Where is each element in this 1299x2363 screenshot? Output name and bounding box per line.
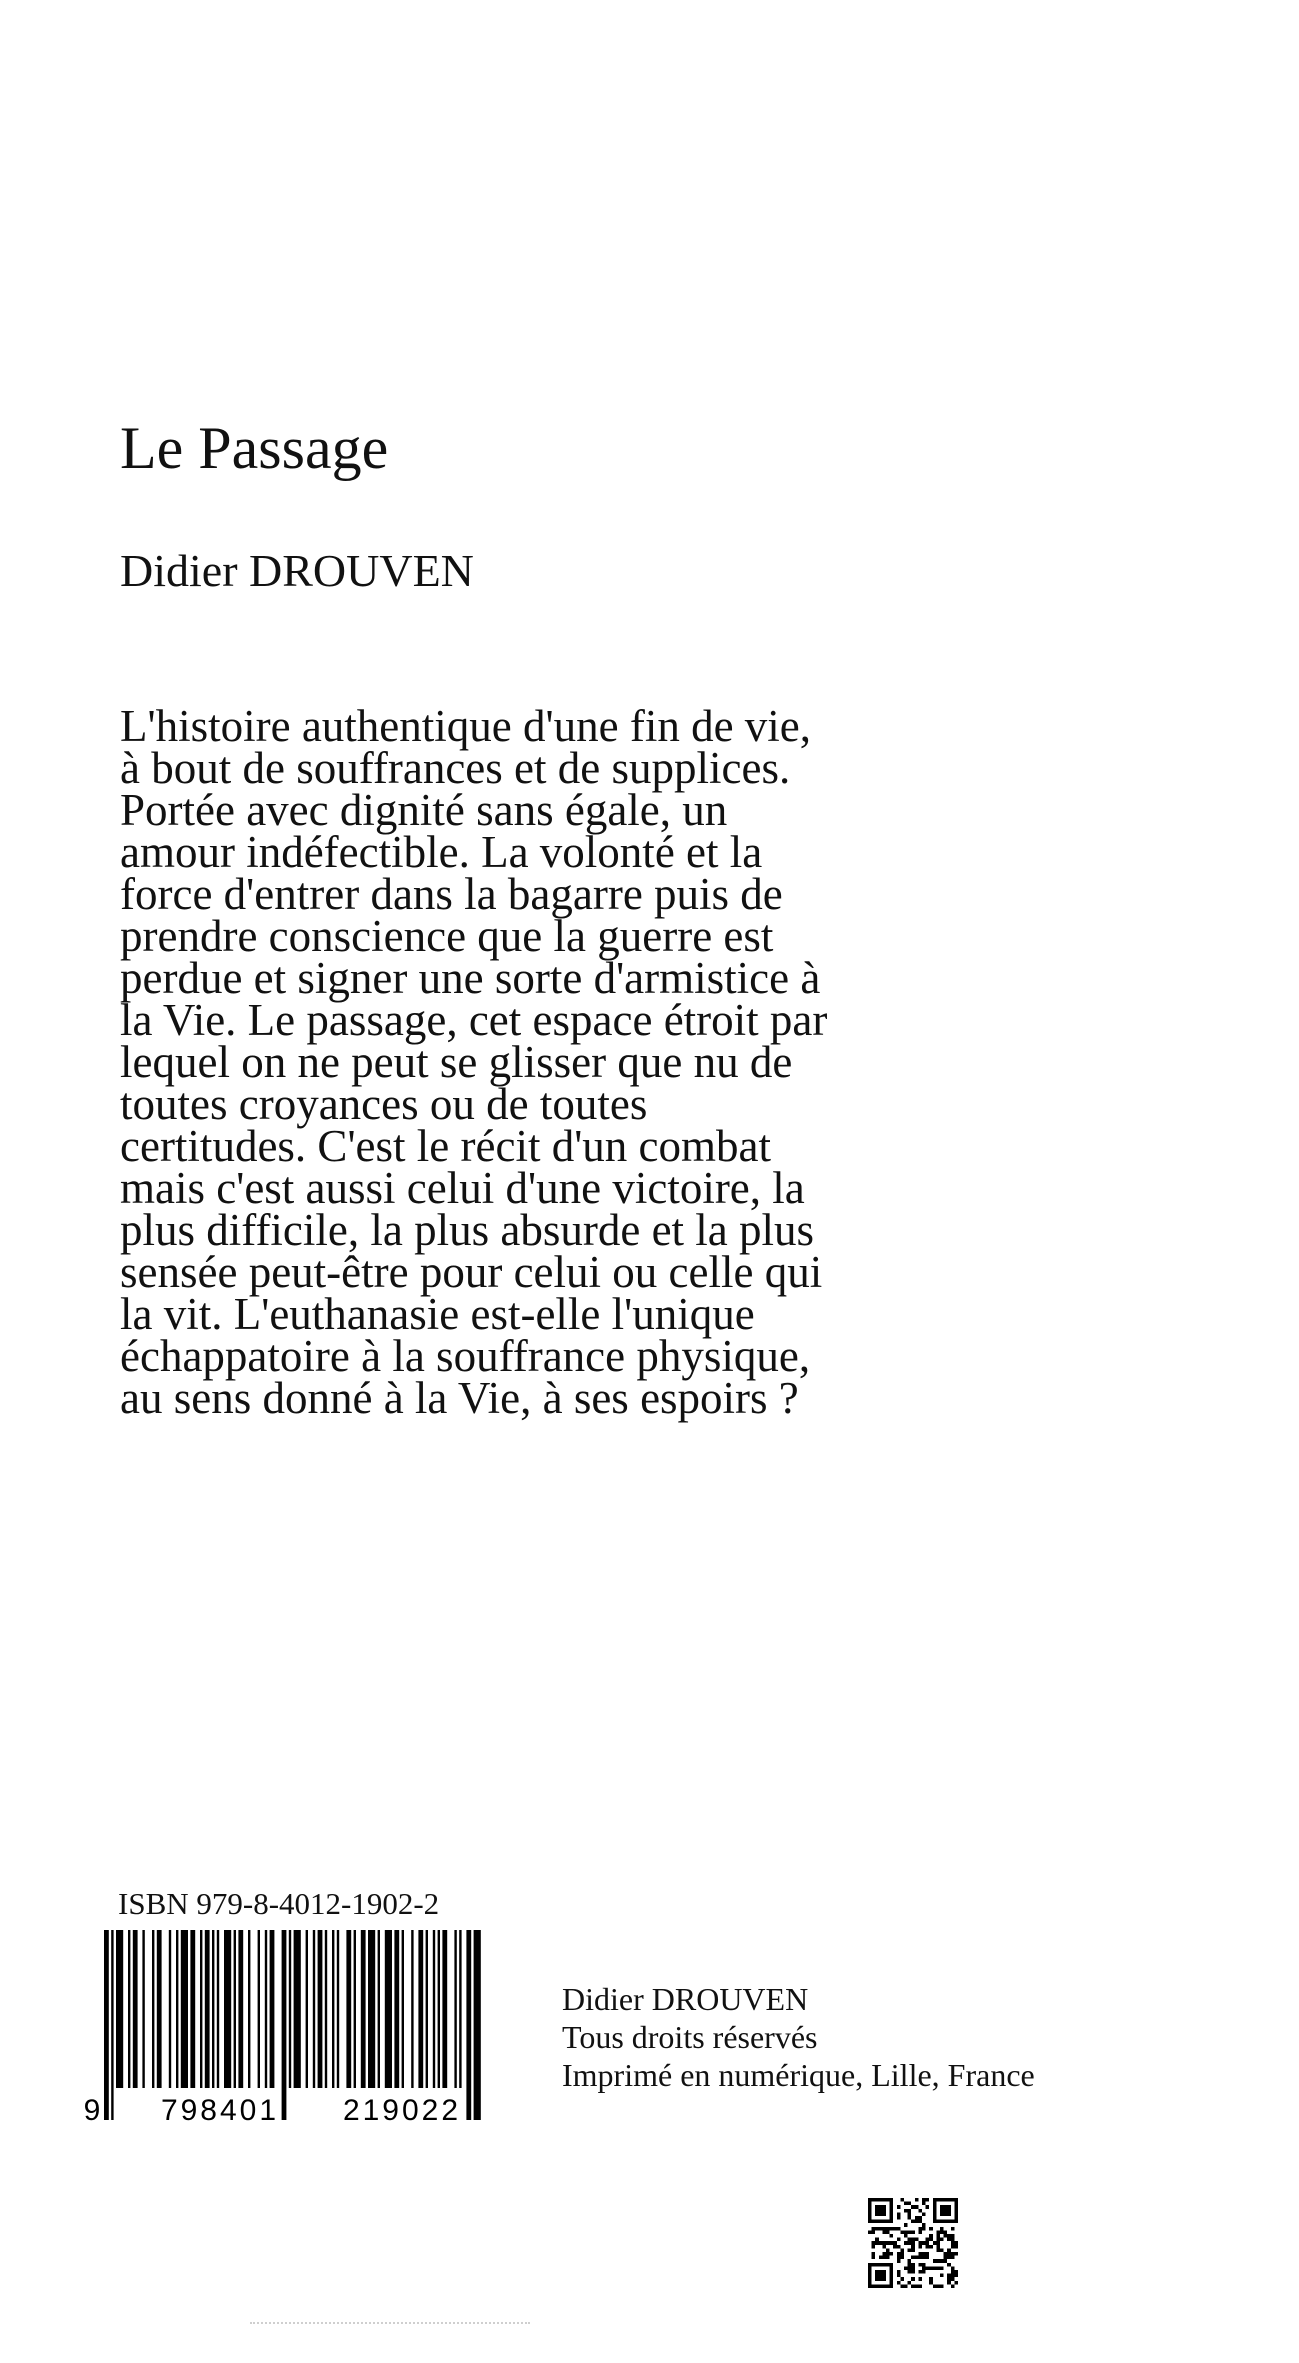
barcode-bar xyxy=(426,1930,428,2088)
qr-module xyxy=(940,2259,944,2263)
barcode-bar xyxy=(116,1930,123,2088)
qr-module xyxy=(886,2256,890,2260)
qr-module xyxy=(904,2266,908,2270)
barcode-bar xyxy=(402,1930,404,2088)
qr-module xyxy=(868,2198,893,2202)
qr-module xyxy=(908,2259,912,2263)
barcode-bars xyxy=(104,1930,481,2120)
isbn-label: ISBN 979-8-4012-1902-2 xyxy=(118,1886,440,1921)
qr-module xyxy=(947,2238,951,2242)
qr-module xyxy=(918,2209,922,2213)
blurb-line: perdue et signer une sorte d'armistice à xyxy=(120,953,821,1003)
qr-module xyxy=(915,2220,919,2224)
qr-module xyxy=(926,2241,930,2245)
qr-module xyxy=(900,2252,904,2256)
barcode-bar xyxy=(238,1930,243,2088)
book-author: Didier DROUVEN xyxy=(120,545,474,596)
qr-module xyxy=(900,2256,904,2260)
qr-module xyxy=(940,2227,944,2231)
barcode-bar xyxy=(190,1930,195,2088)
qr-module xyxy=(908,2248,912,2252)
barcode-bar xyxy=(152,1930,154,2088)
qr-module xyxy=(915,2205,919,2209)
qr-module xyxy=(933,2284,937,2288)
barcode-bar xyxy=(282,1930,287,2120)
blurb-line: force d'entrer dans la bagarre puis de xyxy=(120,869,783,919)
barcode-bar xyxy=(248,1930,250,2088)
qr-module xyxy=(893,2227,897,2231)
qr-module xyxy=(918,2220,922,2224)
qr-module xyxy=(947,2256,951,2260)
qr-module xyxy=(900,2198,904,2202)
qr-module xyxy=(882,2245,886,2249)
qr-module xyxy=(944,2252,948,2256)
qr-module xyxy=(915,2238,919,2242)
qr-module xyxy=(908,2212,912,2216)
qr-module xyxy=(933,2266,937,2270)
qr-module xyxy=(897,2205,901,2209)
qr-module xyxy=(954,2198,958,2223)
qr-module xyxy=(951,2238,955,2242)
blurb-line: amour indéfectible. La volonté et la xyxy=(120,827,763,877)
qr-module xyxy=(922,2263,926,2267)
blurb-line: Portée avec dignité sans égale, un xyxy=(120,785,728,835)
qr-module xyxy=(893,2241,897,2245)
qr-module xyxy=(951,2274,955,2278)
qr-module xyxy=(947,2281,951,2285)
barcode-bar xyxy=(368,1930,375,2088)
qr-module xyxy=(911,2266,915,2270)
barcode-bar xyxy=(454,1930,456,2088)
qr-module xyxy=(936,2284,940,2288)
blurb-line: sensée peut-être pour celui ou celle qui xyxy=(120,1247,823,1297)
qr-module xyxy=(872,2245,876,2249)
qr-module xyxy=(890,2252,894,2256)
qr-module xyxy=(897,2227,901,2231)
barcode-bar xyxy=(442,1930,447,2088)
qr-module xyxy=(890,2198,894,2223)
barcode-bar xyxy=(205,1930,210,2088)
qr-module xyxy=(940,2248,944,2252)
qr-module xyxy=(908,2270,912,2274)
qr-module xyxy=(922,2202,926,2206)
qr-module xyxy=(922,2266,926,2270)
rights-notice: Tous droits réservés xyxy=(562,2019,818,2055)
qr-module xyxy=(908,2216,912,2220)
qr-module xyxy=(908,2209,912,2213)
qr-module xyxy=(908,2241,912,2245)
qr-module xyxy=(940,2284,944,2288)
qr-module xyxy=(918,2263,922,2267)
qr-module xyxy=(951,2227,955,2231)
blurb-line: à bout de souffrances et de supplices. xyxy=(120,743,791,793)
qr-module xyxy=(918,2277,922,2281)
qr-module xyxy=(951,2252,955,2256)
qr-module xyxy=(911,2238,915,2242)
qr-module xyxy=(918,2256,922,2260)
qr-module xyxy=(904,2241,908,2245)
publisher-info xyxy=(562,1980,1035,2094)
qr-module xyxy=(944,2230,948,2234)
qr-module xyxy=(897,2270,901,2274)
qr-module xyxy=(911,2241,915,2245)
qr-module xyxy=(947,2234,951,2238)
blurb-line: échappatoire à la souffrance physique, xyxy=(120,1331,811,1381)
barcode-bar xyxy=(306,1930,308,2088)
qr-module xyxy=(890,2234,894,2238)
qr-module xyxy=(908,2238,912,2242)
qr-module xyxy=(908,2202,912,2206)
qr-module xyxy=(915,2216,919,2220)
qr-module xyxy=(926,2256,930,2260)
qr-module xyxy=(875,2270,886,2281)
blurb-line: toutes croyances ou de toutes xyxy=(120,1079,648,1129)
barcode-bar xyxy=(418,1930,423,2088)
qr-module xyxy=(904,2202,908,2206)
barcode-digit-first: 9 xyxy=(83,2094,101,2127)
qr-module xyxy=(904,2230,908,2234)
qr-module xyxy=(951,2245,955,2249)
qr-module xyxy=(940,2238,944,2242)
barcode-digits-right: 219022 xyxy=(342,2094,462,2127)
qr-module xyxy=(911,2205,915,2209)
qr-module xyxy=(868,2263,893,2267)
publisher-name: Didier DROUVEN xyxy=(562,1981,809,2017)
barcode-bar xyxy=(104,1930,109,2120)
qr-module xyxy=(882,2230,886,2234)
divider xyxy=(250,2322,530,2326)
qr-module xyxy=(947,2248,951,2252)
printing-notice: Imprimé en numérique, Lille, France xyxy=(562,2057,1035,2093)
barcode-bar xyxy=(212,1930,214,2088)
qr-module xyxy=(933,2259,937,2263)
qr-module xyxy=(911,2245,915,2249)
qr-code-icon xyxy=(868,2198,958,2288)
blurb-line: la Vie. Le passage, cet espace étroit par xyxy=(120,995,828,1045)
qr-module xyxy=(936,2234,940,2238)
qr-module xyxy=(929,2281,933,2285)
qr-module xyxy=(882,2256,886,2260)
qr-module xyxy=(879,2256,883,2260)
qr-module xyxy=(897,2212,901,2216)
qr-module xyxy=(875,2205,886,2216)
barcode-bar xyxy=(157,1930,162,2088)
barcode-bar xyxy=(313,1930,315,2088)
qr-module xyxy=(944,2234,948,2238)
barcode-bar xyxy=(466,1930,471,2120)
qr-module xyxy=(918,2241,922,2245)
qr-module xyxy=(868,2230,872,2234)
qr-module xyxy=(951,2277,955,2281)
qr-module xyxy=(918,2245,922,2249)
qr-module xyxy=(940,2274,944,2278)
qr-module xyxy=(929,2277,933,2281)
qr-module xyxy=(918,2216,922,2220)
qr-module xyxy=(886,2227,890,2231)
barcode-bar xyxy=(234,1930,236,2088)
qr-module xyxy=(897,2281,901,2285)
barcode-bar xyxy=(459,1930,461,2088)
qr-module xyxy=(954,2281,958,2285)
qr-module xyxy=(890,2263,894,2288)
barcode-bar xyxy=(294,1930,301,2088)
qr-module xyxy=(936,2238,940,2242)
qr-module xyxy=(918,2270,922,2274)
barcode-bar xyxy=(200,1930,202,2088)
qr-module xyxy=(904,2209,908,2213)
barcode-bar xyxy=(361,1930,366,2088)
qr-module xyxy=(951,2266,955,2270)
qr-module xyxy=(918,2230,922,2234)
qr-module xyxy=(922,2252,926,2256)
qr-module xyxy=(947,2263,951,2267)
qr-module xyxy=(904,2234,908,2238)
qr-module xyxy=(882,2227,886,2231)
qr-module xyxy=(940,2205,951,2216)
barcode-bar xyxy=(354,1930,356,2088)
qr-module xyxy=(911,2277,915,2281)
qr-module xyxy=(911,2230,915,2234)
qr-module xyxy=(911,2284,915,2288)
qr-module xyxy=(947,2277,951,2281)
qr-module xyxy=(900,2277,904,2281)
qr-module xyxy=(872,2256,876,2260)
qr-module xyxy=(926,2198,930,2202)
barcode-bar xyxy=(176,1930,178,2088)
qr-module xyxy=(911,2270,915,2274)
barcode-bar xyxy=(265,1930,267,2088)
qr-module xyxy=(933,2198,937,2223)
barcode-bar xyxy=(217,1930,219,2088)
qr-module xyxy=(904,2223,908,2227)
qr-module xyxy=(868,2220,893,2224)
qr-module xyxy=(922,2223,926,2227)
qr-module xyxy=(872,2230,876,2234)
qr-module xyxy=(954,2245,958,2249)
qr-module xyxy=(882,2252,886,2256)
qr-module xyxy=(915,2284,919,2288)
blurb-line: L'histoire authentique d'une fin de vie, xyxy=(120,701,812,751)
qr-module xyxy=(954,2241,958,2245)
qr-module xyxy=(947,2252,951,2256)
qr-module xyxy=(929,2227,933,2231)
qr-module xyxy=(879,2227,883,2231)
qr-module xyxy=(875,2241,879,2245)
qr-module xyxy=(911,2263,915,2267)
qr-module xyxy=(947,2274,951,2278)
blurb-line: plus difficile, la plus absurde et la plus xyxy=(120,1205,815,1255)
qr-module xyxy=(897,2256,901,2260)
qr-module xyxy=(929,2238,933,2242)
qr-module xyxy=(926,2252,930,2256)
qr-module xyxy=(954,2270,958,2274)
qr-module xyxy=(922,2212,926,2216)
qr-module xyxy=(933,2198,958,2202)
qr-module xyxy=(872,2227,876,2231)
barcode-bar xyxy=(325,1930,327,2088)
qr-module xyxy=(951,2284,955,2288)
qr-module xyxy=(918,2284,922,2288)
barcode-bar xyxy=(378,1930,380,2088)
qr-module xyxy=(944,2259,948,2263)
qr-module xyxy=(900,2230,904,2234)
qr-module xyxy=(872,2252,876,2256)
qr-module xyxy=(954,2252,958,2256)
barcode-bar xyxy=(111,1930,113,2120)
qr-module xyxy=(936,2245,940,2249)
barcode-bar xyxy=(258,1930,260,2088)
qr-module xyxy=(922,2270,926,2274)
qr-module xyxy=(904,2284,908,2288)
barcode-bar xyxy=(433,1930,435,2088)
barcode-bar xyxy=(438,1930,440,2088)
qr-module xyxy=(936,2248,940,2252)
qr-module xyxy=(933,2220,958,2224)
barcode-bar xyxy=(224,1930,231,2088)
qr-module xyxy=(933,2241,937,2245)
qr-module xyxy=(890,2227,894,2231)
qr-module xyxy=(911,2220,915,2224)
qr-module xyxy=(886,2248,890,2252)
qr-module xyxy=(868,2198,872,2223)
qr-module xyxy=(918,2227,922,2231)
qr-module xyxy=(918,2252,922,2256)
qr-module xyxy=(886,2241,890,2245)
qr-module xyxy=(886,2252,890,2256)
qr-module xyxy=(872,2241,876,2245)
barcode-bar xyxy=(474,1930,481,2120)
qr-module xyxy=(922,2256,926,2260)
qr-module xyxy=(936,2241,940,2245)
barcode-bar xyxy=(169,1930,171,2088)
barcode-bar xyxy=(318,1930,323,2088)
barcode-bar xyxy=(270,1930,275,2088)
qr-module xyxy=(915,2198,919,2202)
qr-module xyxy=(926,2266,930,2270)
qr-module xyxy=(929,2266,933,2270)
blurb-line: lequel on ne peut se glisser que nu de xyxy=(120,1037,793,1087)
qr-module xyxy=(944,2256,948,2260)
qr-module xyxy=(897,2216,901,2220)
barcode-bar xyxy=(332,1930,334,2088)
qr-module xyxy=(954,2274,958,2278)
book-title: Le Passage xyxy=(120,415,389,481)
qr-module xyxy=(940,2230,944,2234)
barcode-bar xyxy=(181,1930,188,2088)
qr-module xyxy=(915,2256,919,2260)
barcode-icon xyxy=(80,1930,500,2130)
qr-module xyxy=(897,2245,901,2249)
qr-module xyxy=(897,2238,901,2242)
qr-module xyxy=(868,2284,893,2288)
qr-module xyxy=(929,2234,933,2238)
qr-module xyxy=(908,2230,912,2234)
qr-module xyxy=(926,2245,930,2249)
qr-module xyxy=(951,2270,955,2274)
qr-module xyxy=(926,2205,930,2209)
qr-module xyxy=(875,2227,879,2231)
qr-module xyxy=(951,2241,955,2245)
qr-module xyxy=(897,2259,901,2263)
barcode-bar xyxy=(394,1930,399,2088)
qr-module xyxy=(951,2234,955,2238)
barcode-bar xyxy=(337,1930,339,2088)
qr-module xyxy=(882,2241,886,2245)
qr-module xyxy=(922,2198,926,2202)
qr-module xyxy=(908,2266,912,2270)
qr-module xyxy=(886,2230,890,2234)
qr-module xyxy=(911,2256,915,2260)
qr-module xyxy=(890,2241,894,2245)
qr-module xyxy=(936,2259,940,2263)
blurb-line: prendre conscience que la guerre est xyxy=(120,911,774,961)
barcode-bar xyxy=(346,1930,351,2088)
barcode-bar xyxy=(289,1930,291,2088)
qr-module xyxy=(900,2284,904,2288)
qr-module xyxy=(922,2241,926,2245)
qr-module xyxy=(951,2256,955,2260)
qr-module xyxy=(936,2266,940,2270)
qr-module xyxy=(940,2266,944,2270)
qr-module xyxy=(911,2248,915,2252)
barcode-bar xyxy=(385,1930,392,2088)
qr-module xyxy=(893,2245,897,2249)
blurb-line: mais c'est aussi celui d'une victoire, la xyxy=(120,1163,805,1213)
qr-module xyxy=(879,2241,883,2245)
qr-module xyxy=(908,2281,912,2285)
blurb-line: la vit. L'euthanasie est-elle l'unique xyxy=(120,1289,755,1339)
qr-module xyxy=(897,2252,901,2256)
qr-module xyxy=(900,2248,904,2252)
qr-module xyxy=(897,2274,901,2278)
qr-module xyxy=(929,2245,933,2249)
blurb-line: certitudes. C'est le récit d'un combat xyxy=(120,1121,772,1171)
qr-module xyxy=(922,2227,926,2231)
barcode-bar xyxy=(142,1930,144,2088)
barcode-bar xyxy=(128,1930,130,2088)
qr-module xyxy=(868,2263,872,2288)
blurb-line: au sens donné à la Vie, à ses espoirs ? xyxy=(120,1373,799,1423)
barcode-digits-left: 798401 xyxy=(160,2094,280,2127)
barcode-bar xyxy=(411,1930,413,2088)
qr-module xyxy=(926,2238,930,2242)
back-cover-blurb xyxy=(120,701,1000,1423)
qr-module xyxy=(875,2238,879,2242)
barcode-bar xyxy=(133,1930,138,2088)
qr-module xyxy=(936,2230,940,2234)
qr-module xyxy=(908,2263,912,2267)
